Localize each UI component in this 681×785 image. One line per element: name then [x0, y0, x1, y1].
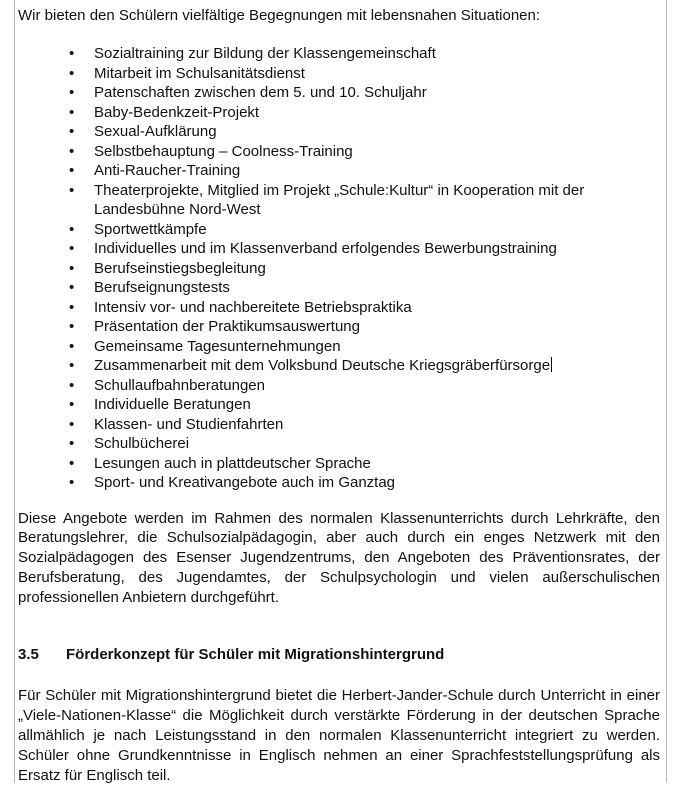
- list-item-text: Baby-Bedenkzeit-Projekt: [94, 103, 260, 121]
- document-page: [18, 6, 660, 785]
- list-item-text: Mitarbeit im Schulsanitätsdienst: [94, 64, 305, 82]
- list-item-text: Schulbücherei: [94, 435, 190, 452]
- offers-list: [18, 44, 660, 493]
- list-item: [18, 122, 660, 142]
- offers-paragraph: Diese Angebote werden im Rahmen des normalen Klassenunterrichts durch Lehrkräfte, den Beratungslehrer, die Schulsozialpädagogin, aber auch durch ein enges Netzwerk mit den Sozialpädagogen des Esenser Jugendzentrums, den Angeboten des Präventionsrates, der Berufsberatung, des Jugendamtes, der Schulpsychologin und vielen außerschulischen professionellen Anbietern durchgeführt.: [18, 509, 660, 606]
- list-item-text: Individuelles und im Klassenverband erfolgendes Bewerbungstraining: [94, 240, 557, 257]
- list-item-text: Sexual-Aufklärung: [94, 123, 217, 140]
- list-item-text: Präsentation der Praktikumsauswertung: [94, 318, 360, 335]
- list-item-text: Individuelle Beratungen: [94, 396, 251, 413]
- section-heading: [18, 645, 660, 665]
- list-item-text: Patenschaften zwischen dem 5. und 10. Schuljahr: [94, 84, 427, 101]
- list-item: [18, 454, 660, 474]
- list-item: [18, 161, 660, 181]
- list-item: [18, 181, 660, 220]
- list-item: [18, 44, 660, 64]
- list-item: [18, 395, 660, 415]
- list-item-text: Sozialtraining zur Bildung der Klassengemeinschaft: [94, 45, 436, 62]
- list-item: [18, 317, 660, 337]
- list-item: [18, 356, 660, 376]
- list-item: [18, 83, 660, 103]
- list-item: [18, 278, 660, 298]
- page-margin-line-left: [14, 0, 15, 783]
- list-item: [18, 376, 660, 396]
- list-item: [18, 259, 660, 279]
- intro-text: Wir bieten den Schülern vielfältige Begegnungen mit lebensnahen Situationen:: [18, 7, 541, 24]
- list-item: [18, 239, 660, 259]
- section-body: Für Schüler mit Migrationshintergrund bietet die Herbert-Jander-Schule durch Unterricht in einer „Viele-Nationen-Klasse“ die Möglichkeit durch verstärkte Förderung in der deutschen Sprache allmählich je nach Leistungsstand in den normalen Klassenunterricht integriert zu werden. Schüler ohne Grundkenntnisse in Englisch nehmen an einer Sprachfeststellungsprüfung als Ersatz für Englisch teil.: [18, 687, 660, 784]
- list-item-text: Selbstbehauptung – Coolness-Training: [94, 142, 353, 160]
- list-item-text: Berufseignungstests: [94, 279, 230, 296]
- page-margin-line-right: [666, 0, 667, 783]
- list-item: [18, 434, 660, 454]
- list-item-text: Berufseinstiegsbegleitung: [94, 259, 266, 277]
- list-item-text: Theaterprojekte, Mitglied im Projekt „Schule:Kultur“ in Kooperation mit der Landesbühne Nord-West: [94, 181, 585, 218]
- text-cursor: [551, 357, 552, 372]
- list-item-text: Anti-Raucher-Training: [94, 162, 241, 179]
- list-item-text: Intensiv vor- und nachbereitete Betriebspraktika: [94, 298, 412, 316]
- list-item-text: Zusammenarbeit mit dem Volksbund Deutsche Kriegsgräberfürsorge: [94, 357, 551, 374]
- list-item: [18, 64, 660, 84]
- list-item: [18, 220, 660, 240]
- list-item-text: Lesungen auch in plattdeutscher Sprache: [94, 454, 371, 472]
- list-item-text: Gemeinsame Tagesunternehmungen: [94, 337, 341, 355]
- list-item-text: Sport- und Kreativangebote auch im Ganztag: [94, 474, 396, 491]
- list-item: [18, 473, 660, 493]
- section-title: Förderkonzept für Schüler mit Migrationshintergrund: [66, 646, 445, 664]
- list-item-text: Sportwettkämpfe: [94, 220, 207, 238]
- list-item: [18, 298, 660, 318]
- list-item: [18, 103, 660, 123]
- list-item: [18, 142, 660, 162]
- list-item-text: Klassen- und Studienfahrten: [94, 415, 284, 433]
- list-item: [18, 337, 660, 357]
- section-number: 3.5: [18, 646, 39, 664]
- list-item-text: Schullaufbahnberatungen: [94, 376, 265, 394]
- list-item: [18, 415, 660, 435]
